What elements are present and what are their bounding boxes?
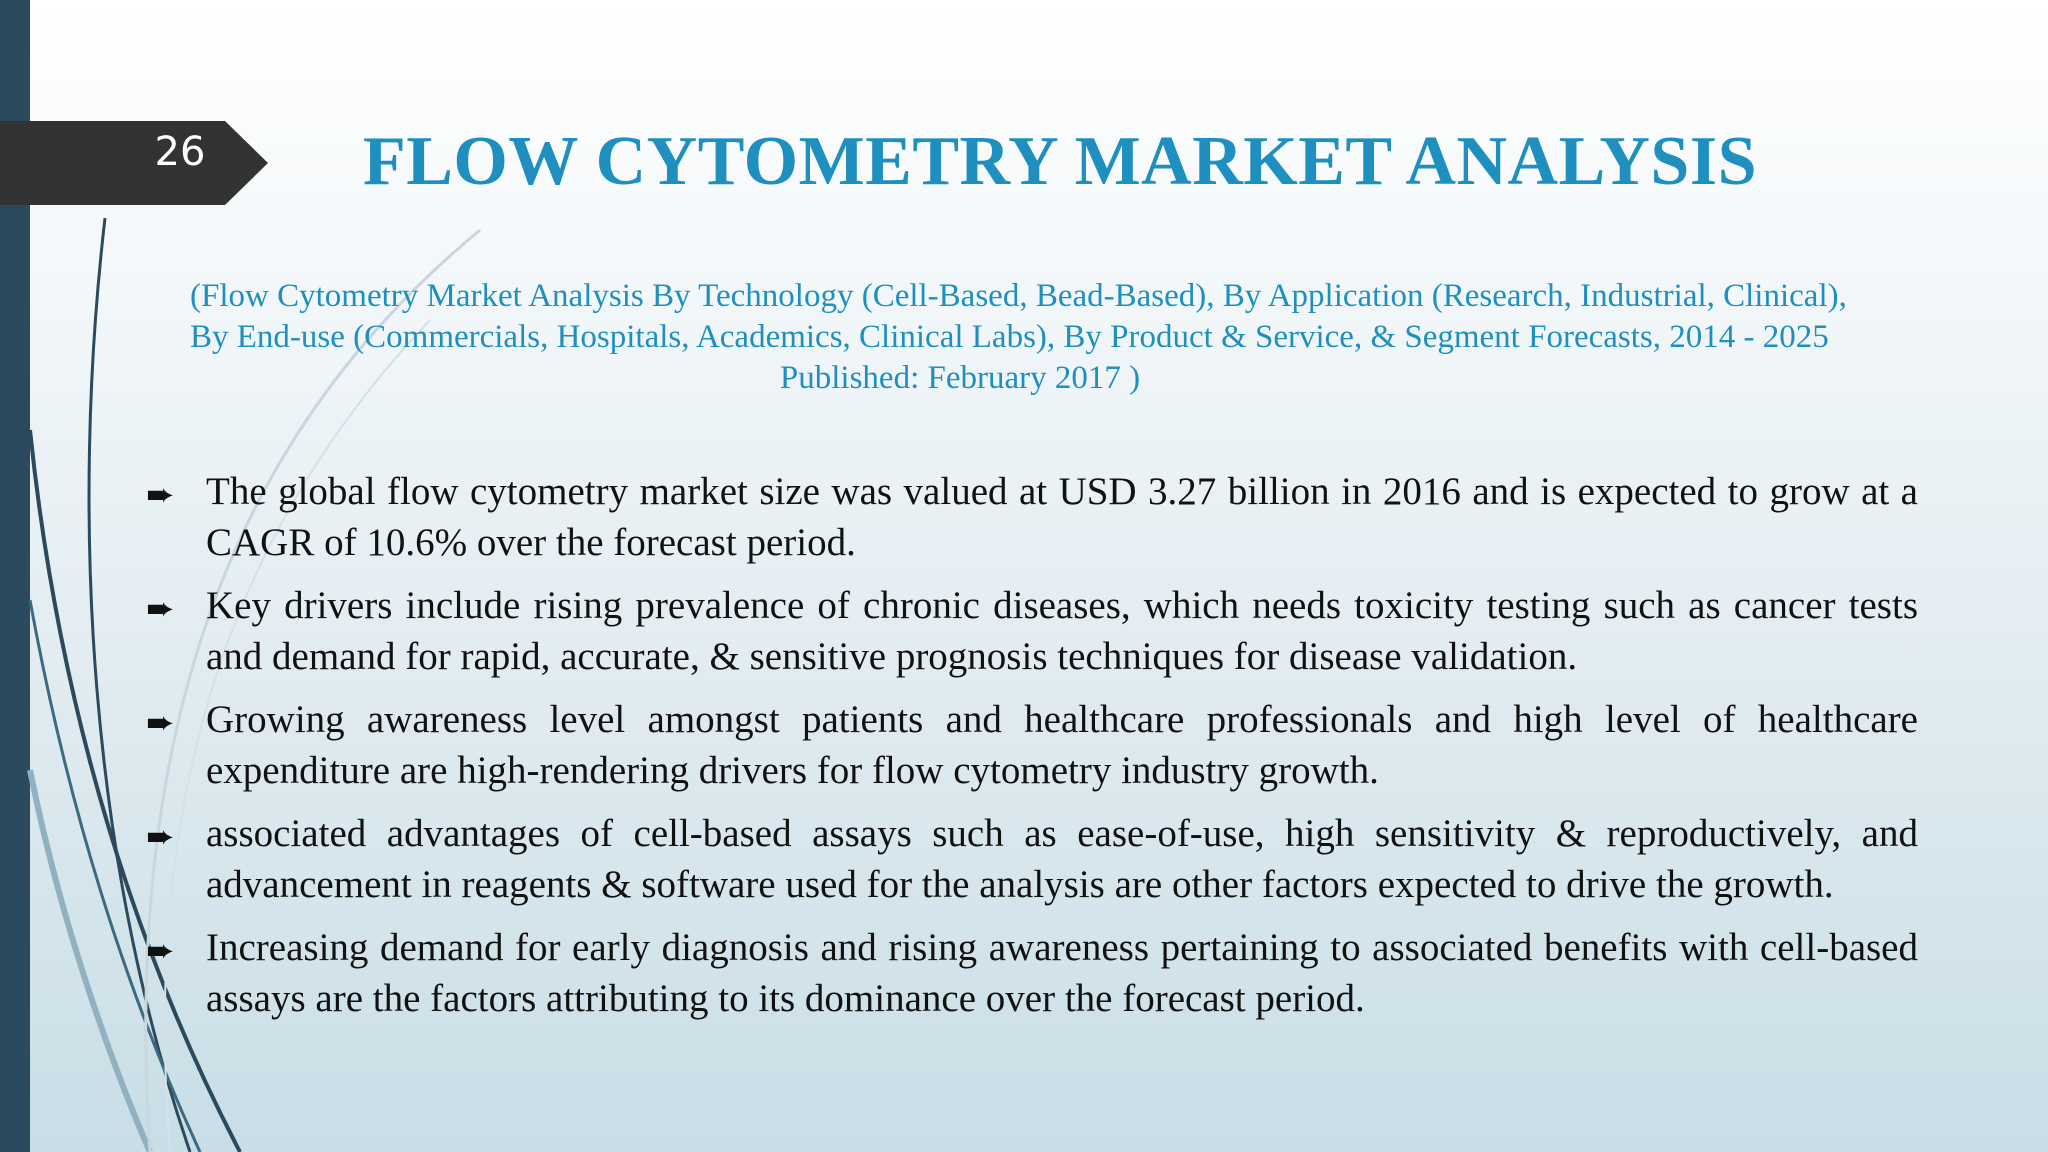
bullet-item bbox=[146, 580, 1918, 682]
arrow-bullet-icon: ➨ bbox=[146, 931, 175, 971]
subtitle-line: (Flow Cytometry Market Analysis By Technology (Cell-Based, Bead-Based), By Application (Research, Industrial, Clinical), bbox=[190, 278, 1847, 314]
bullet-text: The global flow cytometry market size was valued at USD 3.27 billion in 2016 and is expected to grow at a CAGR of 10.6% over the forecast period. bbox=[206, 470, 1918, 564]
bullet-text: Growing awareness level amongst patients and healthcare professionals and high level of healthcare expenditure are high-rendering drivers for flow cytometry industry growth. bbox=[206, 698, 1918, 792]
bullet-item bbox=[146, 808, 1918, 910]
bullet-item bbox=[146, 466, 1918, 568]
bullet-text: associated advantages of cell-based assays such as ease-of-use, high sensitivity & reproductively, and advancement in reagents & software used for the analysis are other factors expected to drive the growth. bbox=[206, 812, 1918, 906]
slide-number-tab bbox=[0, 121, 268, 205]
bullet-text: Key drivers include rising prevalence of chronic diseases, which needs toxicity testing such as cancer tests and demand for rapid, accurate, & sensitive prognosis techniques for disease validation. bbox=[206, 584, 1918, 678]
arrow-bullet-icon: ➨ bbox=[146, 703, 175, 743]
subtitle-line: Published: February 2017 ) bbox=[779, 360, 1141, 396]
arrow-bullet-icon: ➨ bbox=[146, 475, 175, 515]
bullet-text: Increasing demand for early diagnosis and rising awareness pertaining to associated benefits with cell-based assays are the factors attributing to its dominance over the forecast period. bbox=[206, 926, 1918, 1020]
bullet-item bbox=[146, 694, 1918, 796]
arrow-bullet-icon: ➨ bbox=[146, 589, 175, 629]
subtitle-line: By End-use (Commercials, Hospitals, Academics, Clinical Labs), By Product & Service, & Segment Forecasts, 2014 - 2025 bbox=[190, 319, 1829, 355]
bullet-item bbox=[146, 922, 1918, 1024]
slide-number: 26 bbox=[154, 129, 206, 175]
report-subtitle bbox=[190, 276, 1847, 399]
arrow-bullet-icon: ➨ bbox=[146, 817, 175, 857]
slide-title: FLOW CYTOMETRY MARKET ANALYSIS bbox=[362, 123, 1758, 200]
bullet-list bbox=[146, 466, 1918, 1036]
